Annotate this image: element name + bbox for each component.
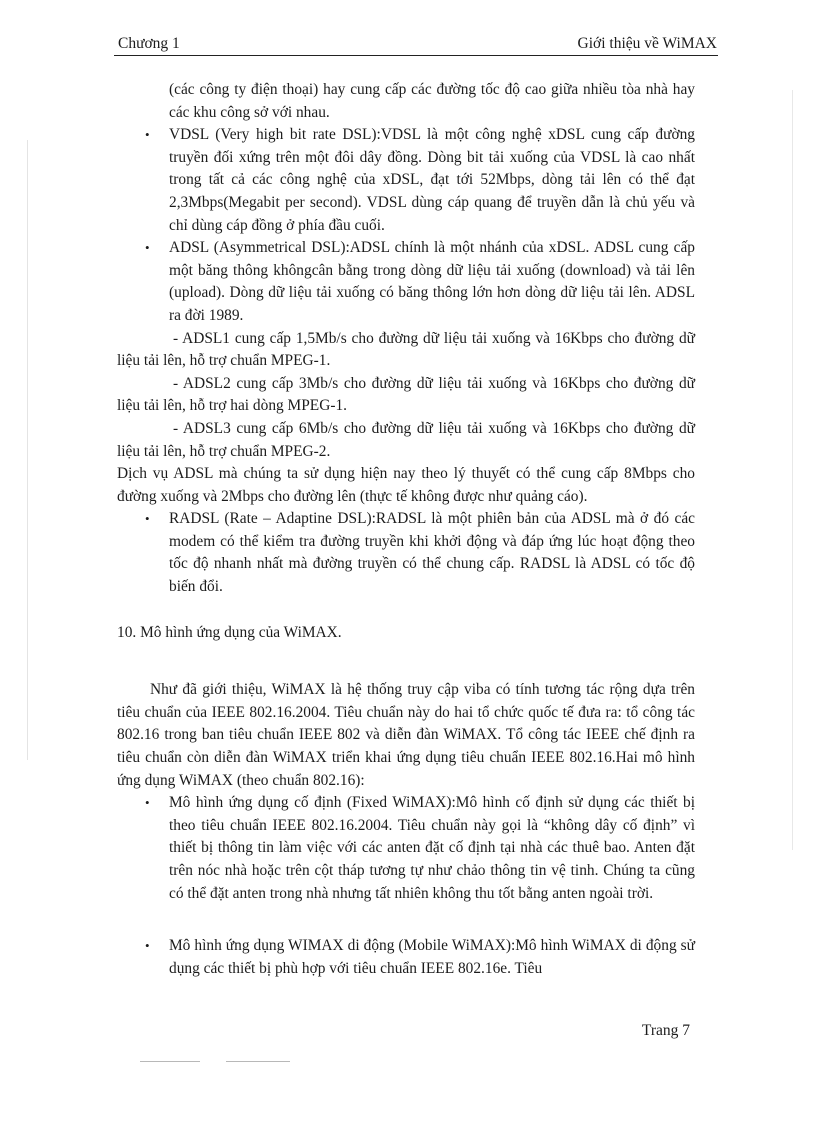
list-item-text: VDSL (Very high bit rate DSL):VDSL là một công nghệ xDSL cung cấp đường truyền đối xứng trên một đôi dây đồng. Dòng bit tải xuống của VDSL là cao nhất trong tất cả các công nghệ của xDSL, đạt tới 52Mbps, dòng tải lên có thể đạt 2,3Mbps(Megabit per second). VDSL dùng cáp quang để truyền dẫn là chủ yếu và chỉ dùng cáp đồng ở phía đầu cuối. xyxy=(169,126,695,234)
scan-edge-shadow xyxy=(792,90,793,850)
list-item-text: ADSL (Asymmetrical DSL):ADSL chính là một nhánh của xDSL. ADSL cung cấp một băng thông khôngcân bằng trong dòng dữ liệu tải xuống (download) và tải lên (upload). Dòng dữ liệu tải xuống có băng thông lớn hơn dòng dữ liệu tải lên. ADSL ra đời 1989. xyxy=(169,239,695,324)
section-heading: 10. Mô hình ứng dụng của WiMAX. xyxy=(117,623,342,641)
list-item-text: RADSL (Rate – Adaptine DSL):RADSL là một phiên bản của ADSL mà ở đó các modem có thể kiểm tra đường truyền khi khởi động và đáp ứng lúc hoạt động theo tốc độ nhanh nhất mà đường truyền có thể chung cấp. RADSL là ADSL có tốc độ biến đổi. xyxy=(169,510,695,596)
chapter-label: Chương 1 xyxy=(118,35,180,52)
list-item-mobile-wimax xyxy=(145,935,695,980)
scan-edge-shadow xyxy=(27,140,28,760)
page-number: Trang 7 xyxy=(641,1022,690,1039)
adsl1-line: - ADSL1 cung cấp 1,5Mb/s cho đường dữ liệu tải xuống và 16Kbps cho đường dữ liệu tải lên, hỗ trợ chuẩn MPEG-1. xyxy=(117,329,695,370)
scan-mark xyxy=(226,1061,290,1062)
chapter-title: Giới thiệu về WiMAX xyxy=(577,35,717,52)
adsl3-line: - ADSL3 cung cấp 6Mb/s cho đường dữ liệu tải xuống và 16Kbps cho đường dữ liệu tải lên, hỗ trợ chuẩn MPEG-2. xyxy=(117,419,695,460)
wimax-intro-paragraph: Như đã giới thiệu, WiMAX là hệ thống truy cập viba có tính tương tác rộng dựa trên tiêu chuẩn của IEEE 802.16.2004. Tiêu chuẩn này do hai tổ chức quốc tế đưa ra: tổ công tác 802.16 trong ban tiêu chuẩn IEEE 802 và diễn đàn WiMAX. Tổ công tác IEEE chế định ra tiêu chuẩn còn diễn đàn WiMAX triển khai ứng dụng tiêu chuẩn IEEE 802.16.Hai mô hình ứng dụng WiMAX (theo chuẩn 802.16): xyxy=(117,681,695,789)
header-rule xyxy=(114,55,718,56)
list-item-radsl xyxy=(145,508,695,598)
bullet-icon: • xyxy=(145,511,150,527)
bullet-icon: • xyxy=(145,938,150,954)
list-item-vdsl xyxy=(145,124,695,237)
adsl2-line: - ADSL2 cung cấp 3Mb/s cho đường dữ liệu tải xuống và 16Kbps cho đường dữ liệu tải lên, hỗ trợ hai dòng MPEG-1. xyxy=(117,374,695,415)
adsl-service-paragraph: Dịch vụ ADSL mà chúng ta sử dụng hiện nay theo lý thuyết có thể cung cấp 8Mbps cho đường xuống và 2Mbps cho đường lên (thực tế không được như quảng cáo). xyxy=(117,465,695,505)
scan-mark xyxy=(140,1061,200,1062)
bullet-icon: • xyxy=(145,795,150,811)
page-content xyxy=(117,79,695,980)
list-item-text: Mô hình ứng dụng cố định (Fixed WiMAX):Mô hình cố định sử dụng các thiết bị theo tiêu chuẩn IEEE 802.16.2004. Tiêu chuẩn này gọi là “không dây cố định” vì thiết bị thông tin làm việc với các anten đặt cố định tại nhà các thuê bao. Anten đặt trên nóc nhà hoặc trên cột tháp tương tự như chảo thông tin vệ tinh. Chúng ta cũng có thể đặt anten trong nhà nhưng tất nhiên không thu tốt bằng anten ngoài trời. xyxy=(169,794,695,902)
bullet-icon: • xyxy=(145,127,150,143)
list-item-adsl xyxy=(145,237,695,327)
list-item-fixed-wimax xyxy=(145,792,695,905)
list-item-text: Mô hình ứng dụng WIMAX di động (Mobile WiMAX):Mô hình WiMAX di động sử dụng các thiết bị phù hợp với tiêu chuẩn IEEE 802.16e. Tiêu xyxy=(169,937,695,977)
bullet-icon: • xyxy=(145,240,150,256)
intro-continuation: (các công ty điện thoại) hay cung cấp các đường tốc độ cao giữa nhiều tòa nhà hay các khu công sở với nhau. xyxy=(169,81,695,121)
